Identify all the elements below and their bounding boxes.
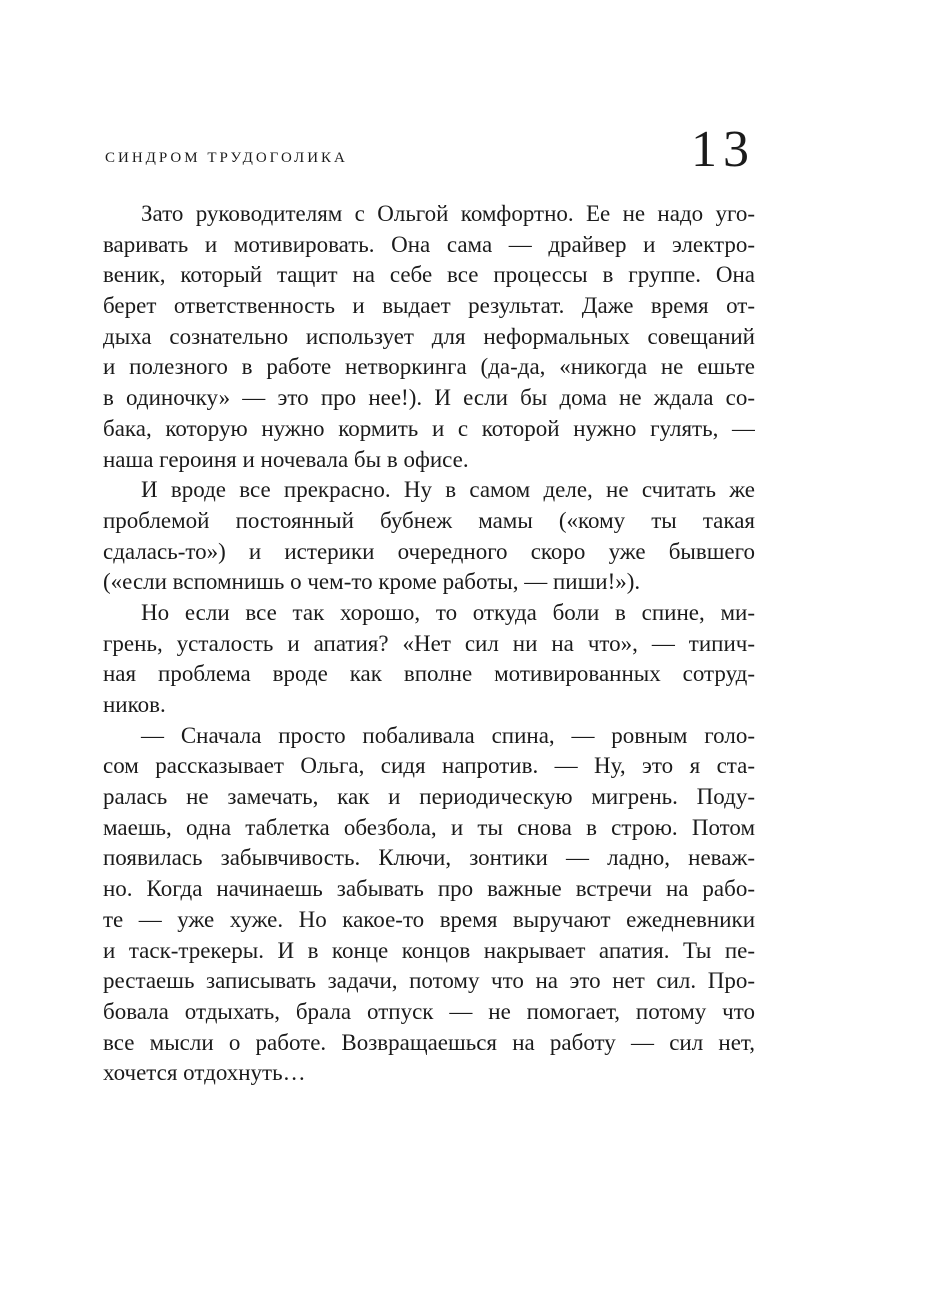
text-line: бовала отдыхать, брала отпуск — не помогает, потому что — [103, 998, 755, 1024]
text-line: маешь, одна таблетка обезбола, и ты снова в строю. Потом — [103, 814, 755, 840]
running-title: СИНДРОМ ТРУДОГОЛИКА — [105, 150, 348, 166]
text-line: появилась забывчивость. Ключи, зонтики — ладно, неваж- — [103, 845, 755, 871]
text-line: сдалась-то») и истерики очередного скоро уже бывшего — [103, 538, 755, 564]
text-line: рестаешь записывать задачи, потому что на это нет сил. Про- — [103, 968, 755, 994]
text-line: И вроде все прекрасно. Ну в самом деле, не считать же — [141, 477, 755, 503]
text-line: но. Когда начинаешь забывать про важные встречи на рабо- — [103, 876, 755, 902]
text-line: ралась не замечать, как и периодическую мигрень. Поду- — [103, 784, 755, 810]
text-line: проблемой постоянный бубнеж мамы («кому ты такая — [103, 507, 755, 533]
text-line: варивать и мотивировать. Она сама — драйвер и электро- — [103, 231, 755, 257]
text-line: Но если все так хорошо, то откуда боли в спине, ми- — [141, 599, 755, 625]
body-text — [103, 199, 755, 1089]
paragraph — [103, 721, 755, 1089]
text-line: в одиночку» — это про нее!). И если бы дома не ждала со- — [103, 385, 755, 411]
text-line: и полезного в работе нетворкинга (да-да, «никогда не ешьте — [103, 354, 755, 380]
text-line: хочется отдохнуть… — [103, 1060, 306, 1086]
text-line: Зато руководителям с Ольгой комфортно. Ее не надо уго- — [141, 201, 755, 226]
text-line: ная проблема вроде как вполне мотивированных сотруд- — [103, 661, 755, 687]
text-line: ников. — [103, 692, 166, 717]
page-number: 13 — [691, 121, 755, 178]
text-line: дыха сознательно использует для неформальных совещаний — [103, 323, 755, 349]
paragraph — [103, 598, 755, 721]
text-line: и таск-трекеры. И в конце концов накрывает апатия. Ты пе- — [103, 937, 755, 963]
text-line: берет ответственность и выдает результат. Даже время от- — [103, 293, 755, 319]
text-line: — Сначала просто побаливала спина, — ровным голо- — [141, 722, 755, 748]
paragraph — [103, 199, 755, 475]
text-line: те — уже хуже. Но какое-то время выручают ежедневники — [103, 906, 755, 932]
paragraph — [103, 475, 755, 598]
text-line: сом рассказывает Ольга, сидя напротив. — Ну, это я ста- — [103, 753, 755, 779]
text-line: все мысли о работе. Возвращаешься на работу — сил нет, — [103, 1029, 755, 1055]
text-line: грень, усталость и апатия? «Нет сил ни на что», — типич- — [103, 630, 755, 656]
text-line: («если вспомнишь о чем-то кроме работы, — пиши!»). — [103, 569, 641, 595]
text-line: бака, которую нужно кормить и с которой нужно гулять, — — [103, 415, 755, 441]
text-line: веник, который тащит на себе все процессы в группе. Она — [103, 262, 755, 288]
text-line: наша героиня и ночевала бы в офисе. — [103, 446, 469, 472]
